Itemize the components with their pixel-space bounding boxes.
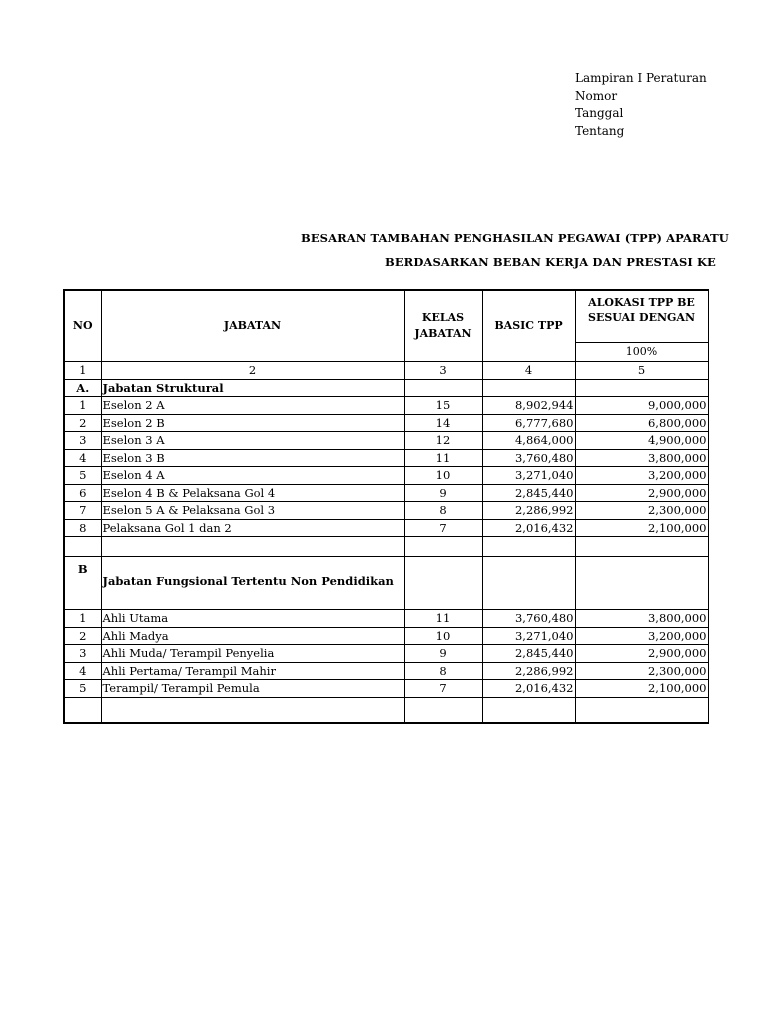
row-alokasi: 6,800,000: [575, 414, 708, 432]
row-jabatan: Eselon 4 A: [101, 467, 404, 485]
table-row: [64, 397, 708, 415]
row-jabatan: Eselon 3 B: [101, 449, 404, 467]
row-jabatan: Eselon 4 B & Pelaksana Gol 4: [101, 484, 404, 502]
row-alokasi: 3,200,000: [575, 467, 708, 485]
row-alokasi: 2,900,000: [575, 645, 708, 663]
row-jabatan: Eselon 5 A & Pelaksana Gol 3: [101, 502, 404, 520]
empty-cell: [575, 557, 708, 610]
col-number-4: 4: [482, 362, 575, 380]
empty-cell: [482, 379, 575, 397]
row-alokasi: 3,200,000: [575, 627, 708, 645]
header-basic-tpp: BASIC TPP: [482, 290, 575, 362]
table-row: [64, 467, 708, 485]
header-percent: 100%: [575, 343, 708, 362]
row-alokasi: 4,900,000: [575, 432, 708, 450]
row-jabatan: Eselon 3 A: [101, 432, 404, 450]
table-row: [64, 519, 708, 537]
section-a-no: A.: [64, 379, 101, 397]
document-title-line-2: BERDASARKAN BEBAN KERJA DAN PRESTASI KE: [385, 255, 716, 269]
row-kelas: 12: [404, 432, 482, 450]
col-number-2: 2: [101, 362, 404, 380]
empty-cell: [404, 557, 482, 610]
row-kelas: 8: [404, 502, 482, 520]
row-basic-tpp: 2,016,432: [482, 519, 575, 537]
row-alokasi: 2,300,000: [575, 502, 708, 520]
row-no: 8: [64, 519, 101, 537]
col-number-1: 1: [64, 362, 101, 380]
row-kelas: 7: [404, 519, 482, 537]
row-kelas: 9: [404, 645, 482, 663]
row-basic-tpp: 2,845,440: [482, 484, 575, 502]
row-jabatan: Ahli Pertama/ Terampil Mahir: [101, 662, 404, 680]
row-no: 5: [64, 467, 101, 485]
table-row: [64, 484, 708, 502]
section-a-title: Jabatan Struktural: [101, 379, 404, 397]
row-no: 2: [64, 627, 101, 645]
row-basic-tpp: 3,760,480: [482, 449, 575, 467]
section-b-no: B: [64, 557, 101, 610]
empty-cell: [575, 379, 708, 397]
table-row: [64, 502, 708, 520]
table-row: [64, 627, 708, 645]
row-basic-tpp: 3,760,480: [482, 610, 575, 628]
row-alokasi: 2,100,000: [575, 519, 708, 537]
row-alokasi: 2,900,000: [575, 484, 708, 502]
header-alokasi-line-1: ALOKASI TPP BE: [588, 296, 695, 309]
table-row: [64, 662, 708, 680]
row-basic-tpp: 2,845,440: [482, 645, 575, 663]
table-row: [64, 414, 708, 432]
table-row: [64, 645, 708, 663]
row-alokasi: 3,800,000: [575, 449, 708, 467]
empty-cell: [101, 697, 404, 723]
row-kelas: 7: [404, 680, 482, 698]
col-number-3: 3: [404, 362, 482, 380]
table-row: [64, 432, 708, 450]
empty-cell: [404, 697, 482, 723]
row-jabatan: Eselon 2 A: [101, 397, 404, 415]
row-no: 1: [64, 610, 101, 628]
row-basic-tpp: 8,902,944: [482, 397, 575, 415]
header-kelas-line-1: KELAS: [421, 311, 465, 324]
blank-row: [64, 537, 708, 557]
row-kelas: 10: [404, 627, 482, 645]
row-alokasi: 9,000,000: [575, 397, 708, 415]
row-basic-tpp: 4,864,000: [482, 432, 575, 450]
table-row: [64, 680, 708, 698]
row-no: 3: [64, 432, 101, 450]
header-line-tanggal: Tanggal: [575, 106, 624, 120]
header-line-tentang: Tentang: [575, 123, 625, 138]
row-no: 2: [64, 414, 101, 432]
empty-cell: [575, 537, 708, 557]
row-basic-tpp: 3,271,040: [482, 627, 575, 645]
row-jabatan: Pelaksana Gol 1 dan 2: [101, 519, 404, 537]
row-kelas: 15: [404, 397, 482, 415]
row-jabatan: Ahli Muda/ Terampil Penyelia: [101, 645, 404, 663]
row-jabatan: Ahli Utama: [101, 610, 404, 628]
row-kelas: 8: [404, 662, 482, 680]
tpp-table: [63, 289, 709, 724]
blank-row: [64, 697, 708, 723]
row-no: 7: [64, 502, 101, 520]
row-kelas: 11: [404, 610, 482, 628]
header-alokasi-tpp: [575, 290, 708, 343]
header-alokasi-line-2: SESUAI DENGAN: [588, 311, 695, 324]
row-alokasi: 2,100,000: [575, 680, 708, 698]
header-line-nomor: Nomor: [575, 88, 618, 103]
section-a-row: [64, 379, 708, 397]
section-b-row: [64, 557, 708, 610]
row-alokasi: 2,300,000: [575, 662, 708, 680]
empty-cell: [404, 379, 482, 397]
row-kelas: 14: [404, 414, 482, 432]
header-kelas-line-2: JABATAN: [414, 327, 472, 340]
header-line-lampiran: Lampiran I Peraturan: [575, 71, 707, 85]
row-basic-tpp: 3,271,040: [482, 467, 575, 485]
row-kelas: 11: [404, 449, 482, 467]
header-no: NO: [64, 290, 101, 362]
row-basic-tpp: 6,777,680: [482, 414, 575, 432]
col-number-5: 5: [575, 362, 708, 380]
row-alokasi: 3,800,000: [575, 610, 708, 628]
header-jabatan: JABATAN: [101, 290, 404, 362]
row-no: 4: [64, 662, 101, 680]
empty-cell: [482, 557, 575, 610]
row-basic-tpp: 2,016,432: [482, 680, 575, 698]
row-basic-tpp: 2,286,992: [482, 662, 575, 680]
row-no: 4: [64, 449, 101, 467]
empty-cell: [404, 537, 482, 557]
row-jabatan: Ahli Madya: [101, 627, 404, 645]
row-no: 3: [64, 645, 101, 663]
header-kelas-jabatan: [404, 290, 482, 362]
row-basic-tpp: 2,286,992: [482, 502, 575, 520]
row-jabatan: Eselon 2 B: [101, 414, 404, 432]
section-b-title: Jabatan Fungsional Tertentu Non Pendidikan: [101, 557, 404, 610]
empty-cell: [64, 537, 101, 557]
row-kelas: 10: [404, 467, 482, 485]
column-number-row: [64, 362, 708, 380]
row-jabatan: Terampil/ Terampil Pemula: [101, 680, 404, 698]
empty-cell: [64, 697, 101, 723]
empty-cell: [482, 537, 575, 557]
row-no: 5: [64, 680, 101, 698]
table-row: [64, 610, 708, 628]
table-row: [64, 449, 708, 467]
row-kelas: 9: [404, 484, 482, 502]
empty-cell: [482, 697, 575, 723]
empty-cell: [575, 697, 708, 723]
row-no: 1: [64, 397, 101, 415]
document-title-line-1: BESARAN TAMBAHAN PENGHASILAN PEGAWAI (TPP) APARATU: [301, 231, 729, 245]
regulation-header: [575, 70, 707, 140]
empty-cell: [101, 537, 404, 557]
row-no: 6: [64, 484, 101, 502]
